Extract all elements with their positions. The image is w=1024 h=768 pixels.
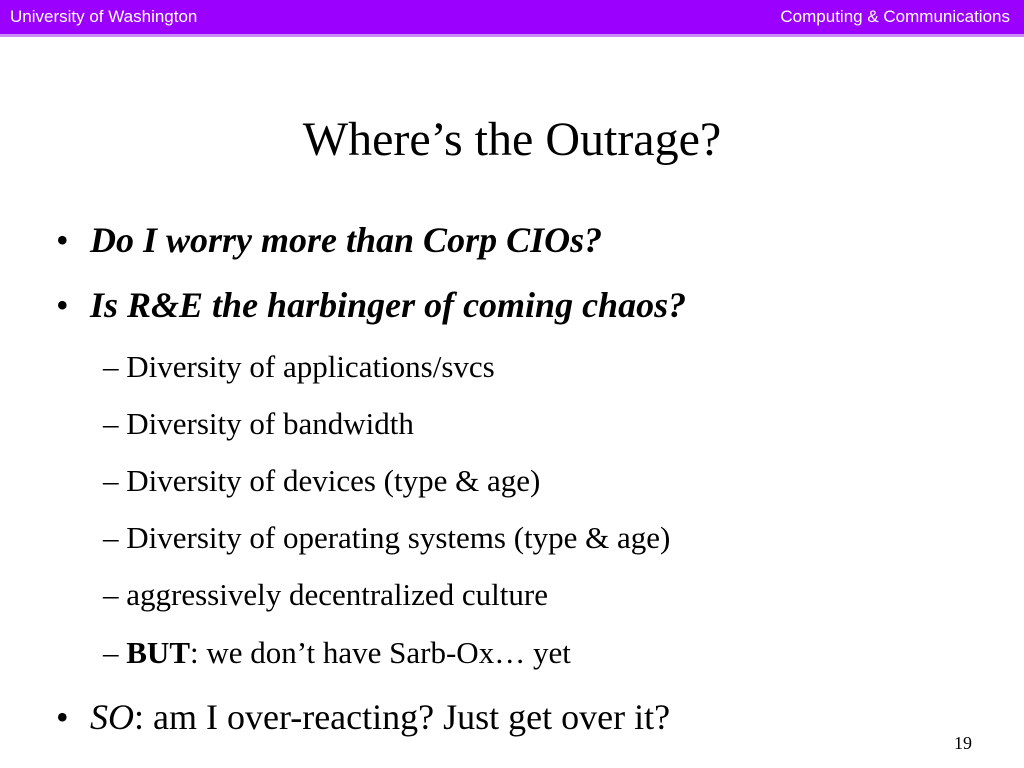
sub-bullet-marker: – xyxy=(103,520,119,555)
sub-bullet-item xyxy=(103,576,548,614)
bullet-text: Is R&E the harbinger of coming chaos? xyxy=(90,285,687,325)
bullet-marker: • xyxy=(56,220,69,260)
sub-bullet-text: Diversity of bandwidth xyxy=(126,406,414,441)
bullet-item xyxy=(56,283,686,327)
sub-bullet-marker: – xyxy=(103,635,119,670)
bullet-emphasis: SO xyxy=(90,697,134,737)
bullet-marker: • xyxy=(56,285,69,325)
sub-bullet-text: Diversity of operating systems (type & age) xyxy=(126,520,671,555)
sub-bullet-item xyxy=(103,519,670,557)
bullet-item xyxy=(56,218,602,262)
slide-title: Where’s the Outrage? xyxy=(302,113,722,166)
page-number: 19 xyxy=(954,733,972,753)
sub-bullet-item xyxy=(103,405,414,443)
bullet-text: : am I over-reacting? Just get over it? xyxy=(134,697,671,737)
sub-bullet-text: aggressively decentralized culture xyxy=(126,577,548,612)
header-organization: University of Washington xyxy=(10,7,198,26)
sub-bullet-marker: – xyxy=(103,463,119,498)
header-department: Computing & Communications xyxy=(780,7,1010,26)
sub-bullet-marker: – xyxy=(103,406,119,441)
bullet-marker: • xyxy=(56,697,69,737)
sub-bullet-text: : we don’t have Sarb-Ox… yet xyxy=(190,635,571,670)
bullet-item xyxy=(56,695,670,739)
sub-bullet-item xyxy=(103,462,540,500)
sub-bullet-emphasis: BUT xyxy=(126,635,190,670)
sub-bullet-marker: – xyxy=(103,349,119,384)
bullet-text: Do I worry more than Corp CIOs? xyxy=(90,220,603,260)
sub-bullet-marker: – xyxy=(103,577,119,612)
sub-bullet-item xyxy=(103,634,571,672)
sub-bullet-item xyxy=(103,348,495,386)
sub-bullet-text: Diversity of devices (type & age) xyxy=(126,463,541,498)
sub-bullet-text: Diversity of applications/svcs xyxy=(126,349,495,384)
